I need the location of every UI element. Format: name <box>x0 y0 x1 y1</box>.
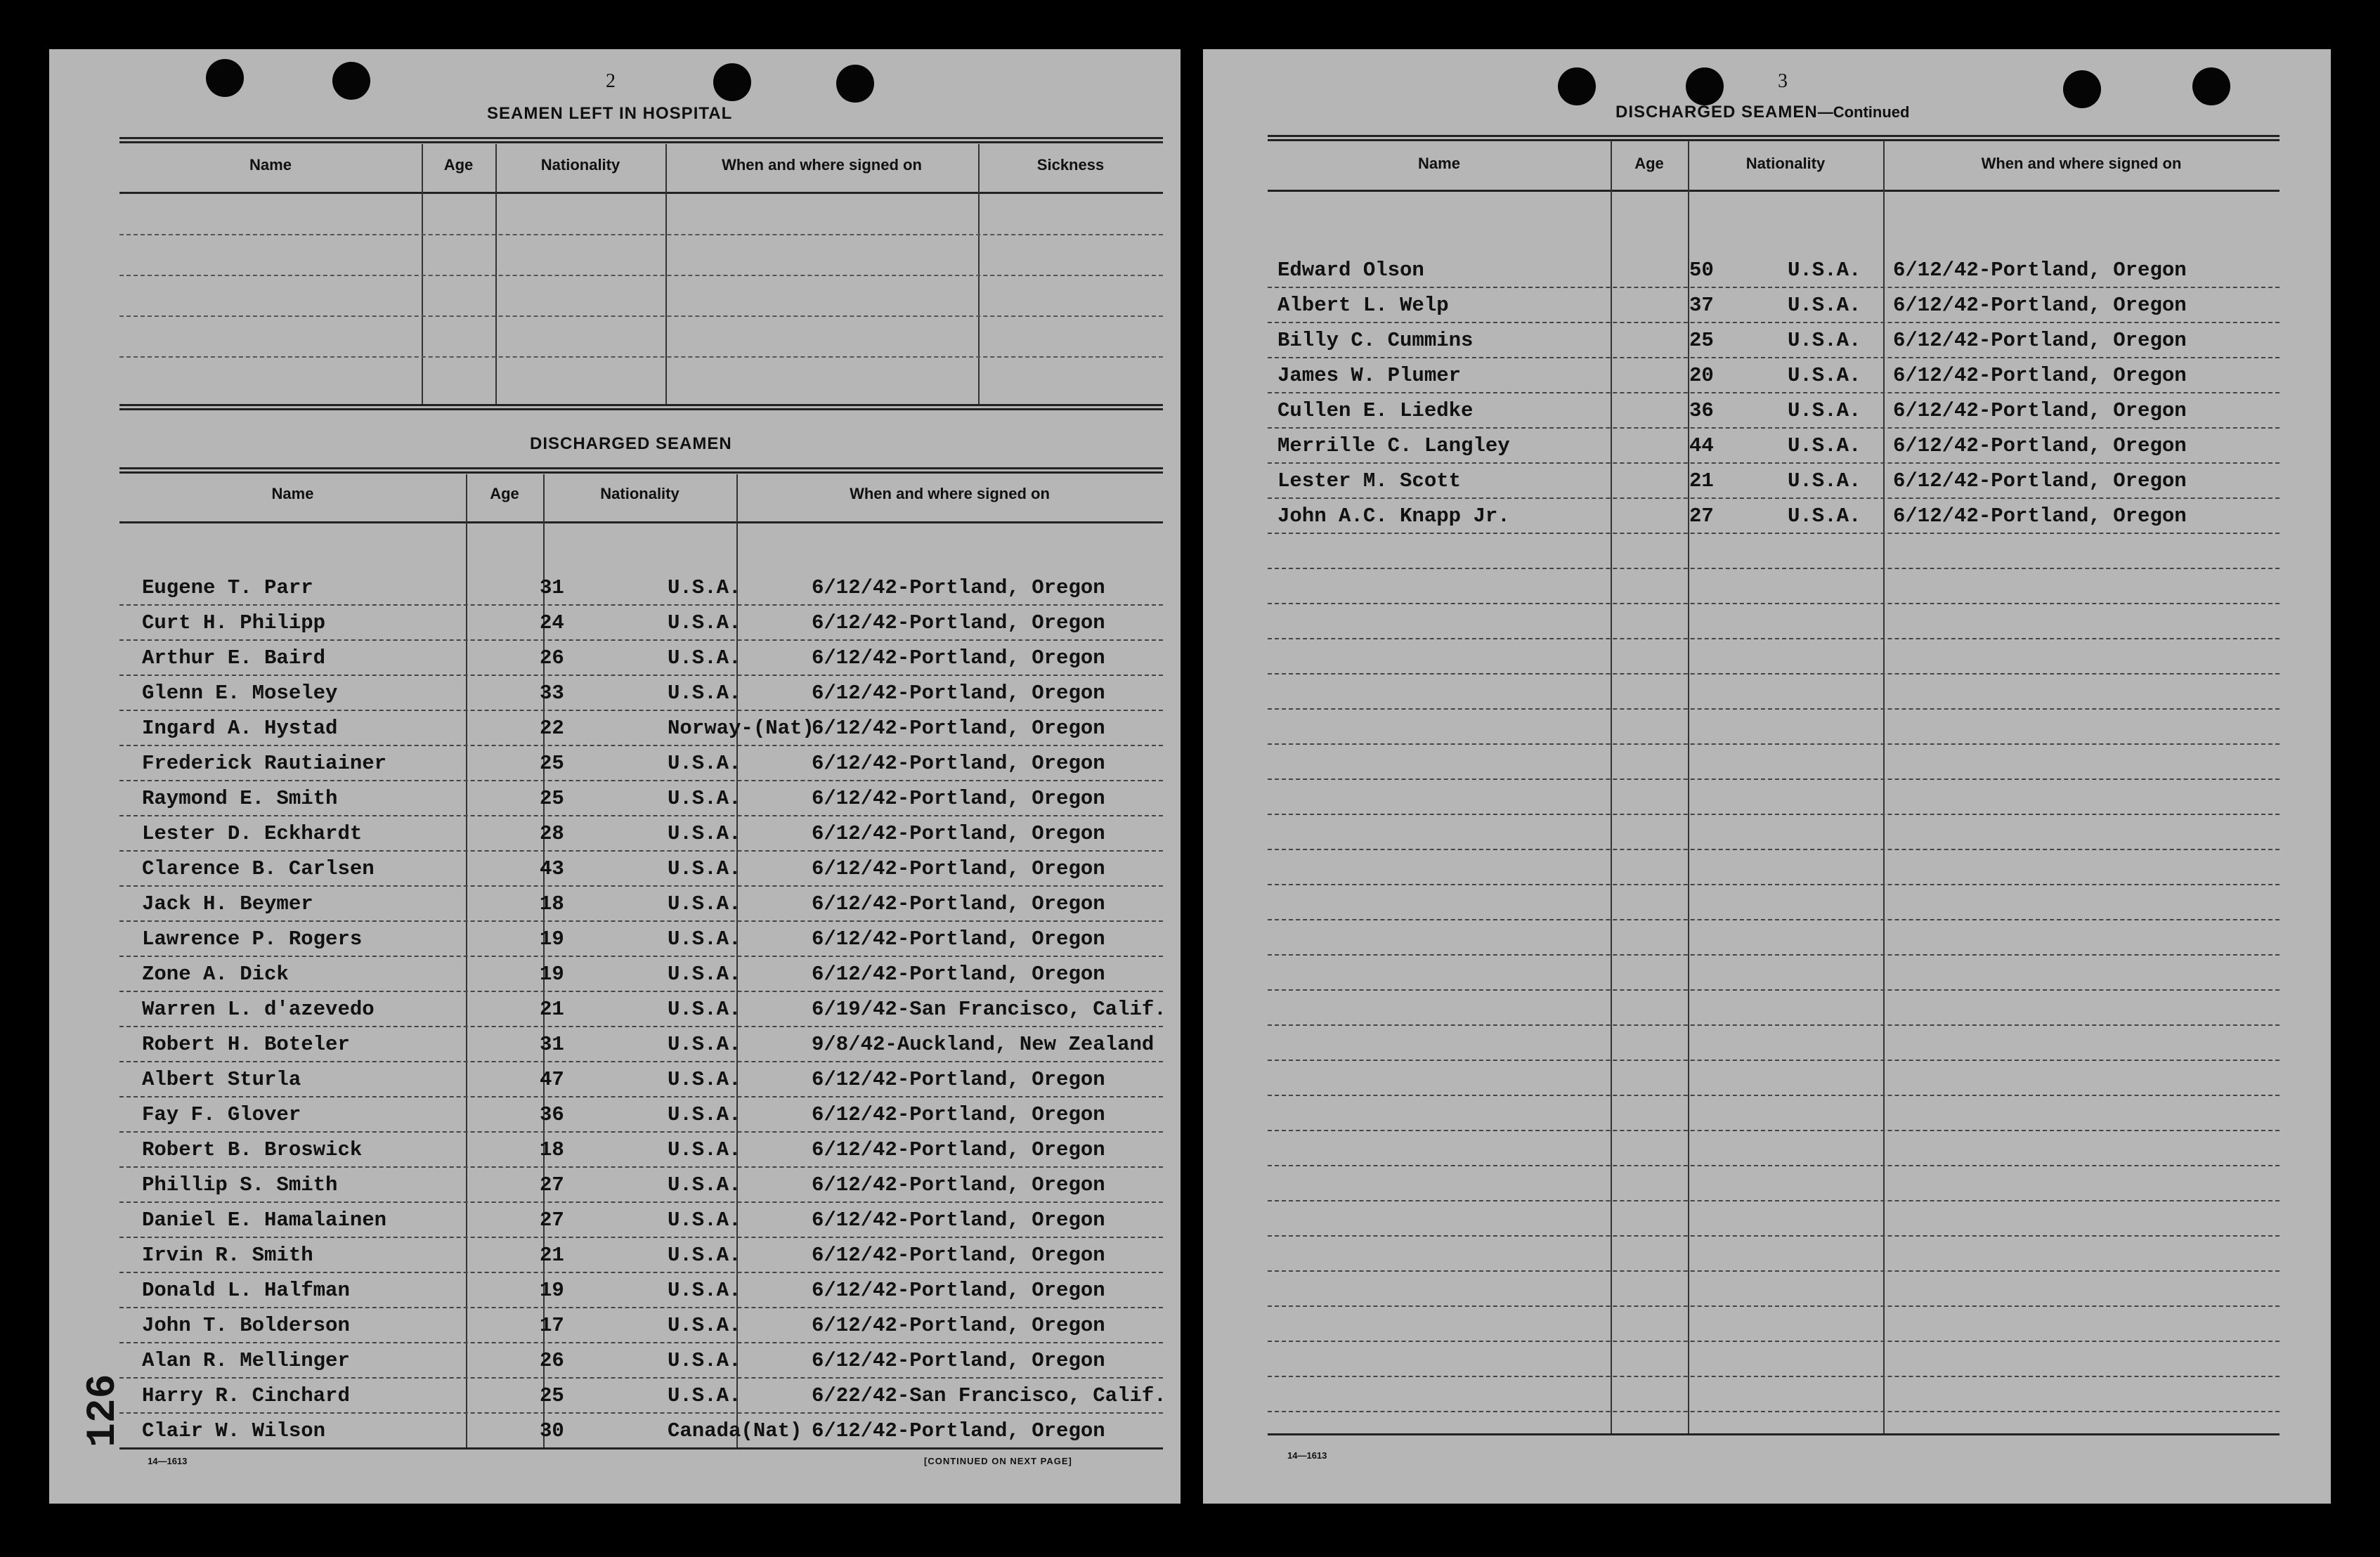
table-row <box>119 1307 1163 1343</box>
seaman-name: Clair W. Wilson <box>142 1419 326 1442</box>
title-suffix: —Continued <box>1817 103 1910 121</box>
page-number: 2 <box>606 70 616 92</box>
title-main: DISCHARGED SEAMEN <box>1615 103 1818 122</box>
table-row <box>119 710 1163 746</box>
seaman-name: Arthur E. Baird <box>142 646 326 670</box>
seaman-nationality: U.S.A. <box>1788 294 1861 317</box>
table-row <box>119 1201 1163 1238</box>
signed-on-date-place: 6/22/42-San Francisco, Calif. <box>812 1384 1166 1407</box>
seaman-name: Billy C. Cummins <box>1277 329 1474 352</box>
discharged-table-top-rule <box>119 467 1163 474</box>
seaman-name: Fay F. Glover <box>142 1103 301 1126</box>
table-row <box>1268 497 2280 534</box>
signed-on-date-place: 9/8/42-Auckland, New Zealand <box>812 1033 1155 1056</box>
seaman-nationality: U.S.A. <box>668 611 741 634</box>
signed-on-date-place: 6/19/42-San Francisco, Calif. <box>812 998 1166 1021</box>
seaman-nationality: U.S.A. <box>1788 329 1861 352</box>
seaman-age: 44 <box>1689 434 1714 457</box>
hospital-empty-row <box>119 193 1163 235</box>
seaman-age: 25 <box>540 752 564 775</box>
signed-on-date-place: 6/12/42-Portland, Oregon <box>812 1349 1105 1372</box>
seaman-name: Lester D. Eckhardt <box>142 822 363 845</box>
seaman-age: 33 <box>540 682 564 705</box>
seaman-age: 31 <box>540 1033 564 1056</box>
hospital-header-name: Name <box>249 156 292 174</box>
empty-table-row <box>1268 708 2280 745</box>
table-row <box>119 991 1166 1027</box>
seaman-name: James W. Plumer <box>1277 364 1462 387</box>
left-page <box>49 49 1181 1504</box>
seaman-name: Robert H. Boteler <box>142 1033 350 1056</box>
seaman-name: John T. Bolderson <box>142 1314 350 1337</box>
seaman-name: Albert Sturla <box>142 1068 301 1091</box>
seaman-nationality: U.S.A. <box>668 1209 741 1232</box>
table-row <box>119 1166 1163 1203</box>
table-row <box>119 604 1163 641</box>
table-row <box>1268 357 2280 393</box>
seaman-age: 25 <box>540 787 564 810</box>
seaman-name: Ingard A. Hystad <box>142 717 338 740</box>
seaman-nationality: U.S.A. <box>1788 434 1861 457</box>
signed-on-date-place: 6/12/42-Portland, Oregon <box>1893 294 2187 317</box>
empty-table-row <box>1268 1060 2280 1096</box>
table-row <box>1268 287 2280 323</box>
seaman-name: Cullen E. Liedke <box>1277 399 1474 422</box>
seaman-name: Donald L. Halfman <box>142 1279 350 1302</box>
seaman-nationality: Norway-(Nat) <box>668 717 814 740</box>
seaman-nationality: U.S.A. <box>668 1173 741 1197</box>
table-row <box>1268 322 2280 358</box>
seaman-name: Raymond E. Smith <box>142 787 338 810</box>
seaman-age: 37 <box>1689 294 1714 317</box>
hospital-header-sickness: Sickness <box>1036 156 1105 174</box>
seaman-name: Frederick Rautiainer <box>142 752 387 775</box>
hospital-table-top-rule <box>119 137 1163 143</box>
seaman-nationality: U.S.A. <box>668 892 741 916</box>
punch-hole-icon <box>332 62 370 100</box>
continued-table-bottom-rule <box>1268 1433 2280 1435</box>
empty-table-row <box>1268 1270 2280 1307</box>
empty-table-row <box>1268 1305 2280 1342</box>
seaman-nationality: U.S.A. <box>668 682 741 705</box>
seaman-age: 17 <box>540 1314 564 1337</box>
seaman-nationality: U.S.A. <box>668 857 741 880</box>
seaman-name: Jack H. Beymer <box>142 892 313 916</box>
discharged-table-bottom-rule <box>119 1447 1163 1449</box>
seaman-age: 19 <box>540 963 564 986</box>
seaman-age: 31 <box>540 576 564 599</box>
empty-table-row <box>1268 533 2280 569</box>
seaman-name: Glenn E. Moseley <box>142 682 338 705</box>
table-row <box>119 1412 1163 1449</box>
table-row <box>119 1061 1163 1097</box>
seaman-age: 47 <box>540 1068 564 1091</box>
seaman-name: Zone A. Dick <box>142 963 289 986</box>
empty-table-row <box>1268 884 2280 920</box>
seaman-name: Edward Olson <box>1277 259 1424 282</box>
seaman-nationality: U.S.A. <box>1788 504 1861 528</box>
seaman-nationality: U.S.A. <box>1788 399 1861 422</box>
signed-on-date-place: 6/12/42-Portland, Oregon <box>812 822 1105 845</box>
page-number: 3 <box>1778 70 1788 92</box>
discharged-header-nationality: Nationality <box>600 485 679 502</box>
table-row <box>119 1026 1163 1062</box>
signed-on-date-place: 6/12/42-Portland, Oregon <box>812 717 1105 740</box>
seaman-nationality: U.S.A. <box>668 1068 741 1091</box>
table-row <box>119 569 1163 606</box>
table-row <box>119 1272 1163 1308</box>
table-row <box>119 1377 1166 1414</box>
seaman-age: 18 <box>540 1138 564 1161</box>
table-row <box>1268 427 2280 464</box>
signed-on-date-place: 6/12/42-Portland, Oregon <box>1893 329 2187 352</box>
table-row <box>119 1237 1163 1273</box>
seaman-nationality: U.S.A. <box>668 1033 741 1056</box>
seaman-nationality: U.S.A. <box>668 1384 741 1407</box>
signed-on-date-place: 6/12/42-Portland, Oregon <box>1893 399 2187 422</box>
seaman-nationality: U.S.A. <box>668 1138 741 1161</box>
punch-hole-icon <box>2192 67 2230 105</box>
margin-handwritten-number: 126 <box>81 1374 126 1447</box>
empty-table-row <box>1268 1095 2280 1131</box>
seaman-nationality: U.S.A. <box>1788 259 1861 282</box>
signed-on-date-place: 6/12/42-Portland, Oregon <box>812 1068 1105 1091</box>
seaman-age: 25 <box>540 1384 564 1407</box>
empty-table-row <box>1268 743 2280 780</box>
table-row <box>119 815 1163 852</box>
signed-on-date-place: 6/12/42-Portland, Oregon <box>812 752 1105 775</box>
discharged-header-name: Name <box>271 485 314 502</box>
seaman-age: 28 <box>540 822 564 845</box>
table-row <box>1268 252 2280 288</box>
seaman-name: Eugene T. Parr <box>142 576 313 599</box>
seaman-age: 50 <box>1689 259 1714 282</box>
signed-on-date-place: 6/12/42-Portland, Oregon <box>1893 469 2187 493</box>
seaman-name: Lester M. Scott <box>1277 469 1462 493</box>
form-number: 14—1613 <box>1287 1450 1327 1461</box>
table-row <box>1268 462 2280 499</box>
seaman-nationality: U.S.A. <box>668 787 741 810</box>
signed-on-date-place: 6/12/42-Portland, Oregon <box>812 646 1105 670</box>
empty-table-row <box>1268 1165 2280 1201</box>
form-number: 14—1613 <box>148 1456 188 1466</box>
signed-on-date-place: 6/12/42-Portland, Oregon <box>1893 504 2187 528</box>
table-row <box>119 885 1163 922</box>
table-row <box>119 1131 1163 1168</box>
table-row <box>119 920 1163 957</box>
punch-hole-icon <box>2063 70 2101 108</box>
seaman-name: Phillip S. Smith <box>142 1173 338 1197</box>
signed-on-date-place: 6/12/42-Portland, Oregon <box>812 1173 1105 1197</box>
seaman-age: 27 <box>1689 504 1714 528</box>
signed-on-date-place: 6/12/42-Portland, Oregon <box>812 1103 1105 1126</box>
discharged-header-age: Age <box>490 485 519 502</box>
seaman-name: Warren L. d'azevedo <box>142 998 375 1021</box>
empty-table-row <box>1268 814 2280 850</box>
table-row <box>119 675 1163 711</box>
signed-on-date-place: 6/12/42-Portland, Oregon <box>812 1209 1105 1232</box>
signed-on-date-place: 6/12/42-Portland, Oregon <box>812 892 1105 916</box>
empty-table-row <box>1268 778 2280 815</box>
seaman-age: 27 <box>540 1209 564 1232</box>
signed-on-date-place: 6/12/42-Portland, Oregon <box>812 1419 1105 1442</box>
signed-on-date-place: 6/12/42-Portland, Oregon <box>1893 434 2187 457</box>
seaman-age: 30 <box>540 1419 564 1442</box>
seaman-nationality: U.S.A. <box>668 927 741 951</box>
continued-note: [CONTINUED ON NEXT PAGE] <box>924 1456 1072 1466</box>
seaman-age: 22 <box>540 717 564 740</box>
seaman-name: John A.C. Knapp Jr. <box>1277 504 1510 528</box>
continued-header-signed-on: When and where signed on <box>1981 155 2182 172</box>
discharged-header-signed-on: When and where signed on <box>850 485 1050 502</box>
seaman-name: Clarence B. Carlsen <box>142 857 375 880</box>
continued-header-rule <box>1268 190 2280 192</box>
table-row <box>119 745 1163 781</box>
punch-hole-icon <box>1686 67 1724 105</box>
continued-header-nationality: Nationality <box>1745 155 1826 172</box>
hospital-header-age: Age <box>443 156 474 174</box>
seaman-age: 25 <box>1689 329 1714 352</box>
seaman-nationality: U.S.A. <box>668 1103 741 1126</box>
seaman-name: Alan R. Mellinger <box>142 1349 350 1372</box>
seaman-nationality: U.S.A. <box>668 576 741 599</box>
hospital-empty-row <box>119 275 1163 317</box>
discharged-section-title: DISCHARGED SEAMEN <box>530 434 732 453</box>
signed-on-date-place: 6/12/42-Portland, Oregon <box>1893 364 2187 387</box>
seaman-nationality: U.S.A. <box>668 1349 741 1372</box>
seaman-age: 43 <box>540 857 564 880</box>
signed-on-date-place: 6/12/42-Portland, Oregon <box>812 787 1105 810</box>
discharged-header-rule <box>119 521 1163 523</box>
seaman-name: Daniel E. Hamalainen <box>142 1209 387 1232</box>
seaman-nationality: U.S.A. <box>1788 469 1861 493</box>
empty-table-row <box>1268 954 2280 991</box>
signed-on-date-place: 6/12/42-Portland, Oregon <box>812 857 1105 880</box>
continued-table-top-rule <box>1268 135 2280 141</box>
signed-on-date-place: 6/12/42-Portland, Oregon <box>812 963 1105 986</box>
punch-hole-icon <box>713 63 751 101</box>
seaman-name: Harry R. Cinchard <box>142 1384 350 1407</box>
seaman-age: 21 <box>540 1244 564 1267</box>
seaman-age: 26 <box>540 1349 564 1372</box>
signed-on-date-place: 6/12/42-Portland, Oregon <box>812 682 1105 705</box>
seaman-age: 19 <box>540 1279 564 1302</box>
hospital-empty-row <box>119 315 1163 358</box>
seaman-nationality: U.S.A. <box>668 752 741 775</box>
empty-table-row <box>1268 1235 2280 1272</box>
seaman-name: Curt H. Philipp <box>142 611 326 634</box>
signed-on-date-place: 6/12/42-Portland, Oregon <box>812 1314 1105 1337</box>
empty-table-row <box>1268 989 2280 1026</box>
seaman-age: 20 <box>1689 364 1714 387</box>
seaman-name: Merrille C. Langley <box>1277 434 1510 457</box>
seaman-age: 21 <box>540 998 564 1021</box>
empty-table-row <box>1268 1130 2280 1166</box>
empty-table-row <box>1268 673 2280 710</box>
table-row <box>1268 392 2280 429</box>
seaman-name: Irvin R. Smith <box>142 1244 313 1267</box>
discharged-continued-title <box>1615 103 1909 122</box>
signed-on-date-place: 6/12/42-Portland, Oregon <box>812 576 1105 599</box>
continued-header-age: Age <box>1634 155 1664 172</box>
table-row <box>119 1096 1163 1133</box>
seaman-nationality: U.S.A. <box>668 1314 741 1337</box>
hospital-empty-row <box>119 234 1163 276</box>
seaman-age: 36 <box>540 1103 564 1126</box>
hospital-header-nationality: Nationality <box>540 156 620 174</box>
seaman-age: 27 <box>540 1173 564 1197</box>
seaman-nationality: U.S.A. <box>668 1244 741 1267</box>
seaman-nationality: U.S.A. <box>1788 364 1861 387</box>
seaman-nationality: U.S.A. <box>668 998 741 1021</box>
empty-table-row <box>1268 1376 2280 1412</box>
signed-on-date-place: 6/12/42-Portland, Oregon <box>812 611 1105 634</box>
empty-table-row <box>1268 1341 2280 1377</box>
right-page <box>1203 49 2331 1504</box>
seaman-age: 18 <box>540 892 564 916</box>
empty-table-row <box>1268 603 2280 639</box>
continued-header-name: Name <box>1418 155 1460 172</box>
punch-hole-icon <box>836 65 874 103</box>
seaman-nationality: U.S.A. <box>668 646 741 670</box>
seaman-age: 24 <box>540 611 564 634</box>
empty-table-row <box>1268 1200 2280 1237</box>
seaman-nationality: Canada(Nat) <box>668 1419 802 1442</box>
signed-on-date-place: 6/12/42-Portland, Oregon <box>812 1279 1105 1302</box>
empty-table-row <box>1268 849 2280 885</box>
seaman-name: Lawrence P. Rogers <box>142 927 363 951</box>
seaman-nationality: U.S.A. <box>668 1279 741 1302</box>
signed-on-date-place: 6/12/42-Portland, Oregon <box>812 1244 1105 1267</box>
empty-table-row <box>1268 919 2280 956</box>
hospital-table-bottom-rule <box>119 404 1163 410</box>
hospital-header-signed-on: When and where signed on <box>722 156 922 174</box>
signed-on-date-place: 6/12/42-Portland, Oregon <box>812 927 1105 951</box>
punch-hole-icon <box>1558 67 1596 105</box>
seaman-nationality: U.S.A. <box>668 963 741 986</box>
table-row <box>119 956 1163 992</box>
seaman-age: 26 <box>540 646 564 670</box>
seaman-age: 36 <box>1689 399 1714 422</box>
seaman-name: Albert L. Welp <box>1277 294 1449 317</box>
seaman-age: 19 <box>540 927 564 951</box>
empty-table-row <box>1268 638 2280 675</box>
table-row <box>119 850 1163 887</box>
seaman-age: 21 <box>1689 469 1714 493</box>
empty-table-row <box>1268 1024 2280 1061</box>
table-row <box>119 1342 1163 1379</box>
empty-table-row <box>1268 568 2280 604</box>
table-row <box>119 780 1163 816</box>
table-row <box>119 639 1163 676</box>
hospital-section-title: SEAMEN LEFT IN HOSPITAL <box>487 104 733 123</box>
signed-on-date-place: 6/12/42-Portland, Oregon <box>812 1138 1105 1161</box>
punch-hole-icon <box>206 59 244 97</box>
seaman-nationality: U.S.A. <box>668 822 741 845</box>
seaman-name: Robert B. Broswick <box>142 1138 363 1161</box>
signed-on-date-place: 6/12/42-Portland, Oregon <box>1893 259 2187 282</box>
